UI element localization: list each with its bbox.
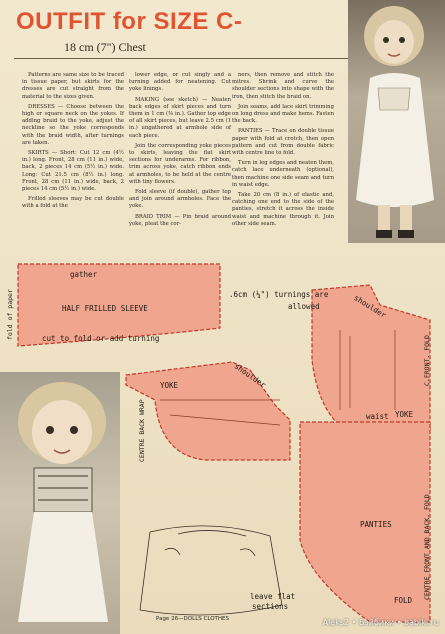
panties-title: PANTIES [360, 520, 392, 529]
page-subtitle: 18 cm (7") Chest [64, 40, 146, 54]
turnings-note-line1: .6cm (¼") turnings are [229, 290, 329, 299]
watermark: Aleks2 • Бэйбики • babiki.ru [322, 618, 439, 627]
paragraph-elastic: Take 20 cm (8 in.) of elastic and, catching one end to the side of the panties, stretch it across the inside waist and machine through it. Join other side seam. [232, 192, 334, 227]
yoke-front-shoulder: shoulder [352, 293, 388, 320]
yoke-back-title: YOKE [160, 381, 179, 390]
doll-photo-left [0, 372, 120, 634]
panties-side-label: CENTRE FRONT AND BACK. FOLD [423, 494, 431, 600]
paragraph-braid-cont: ners, then remove and stitch the mitres. Shrink and curve the shoulder sections into shape with the iron, then stitch the braid on. [232, 72, 334, 100]
sleeve-fold-note: cut to fold or add turning [42, 334, 160, 343]
paragraph-leg-edges: Turn in leg edges and neaten them, catch lace underneath (optional), then machine one side seam and turn in waist edge. [232, 160, 334, 188]
doll-illustration-left [0, 372, 120, 634]
paragraph-panties: PANTIES — Trace on double tissue paper with fold at crotch, then open pattern and cut from double fabric with centre line to fold. [232, 128, 334, 157]
paragraph-linings: lower edge, or cut singly and a turning added for neatening. Cut yoke linings. [129, 72, 231, 93]
paragraph-making: MAKING (see sketch) — Neaten back edges of skirt pieces and turn them in 1 cm (⅜ in.). Gather top edge of all skirt pieces, but leave 2.5 cm (1 in.) ungathered at armhole side of each piece. [129, 96, 231, 139]
panties-fold-label: FOLD [394, 596, 413, 605]
sketch-label-line1: leave flat [250, 592, 296, 601]
yoke-back-pattern-piece [126, 362, 290, 460]
sketch-label-line2: sections [252, 602, 289, 611]
paragraph-braid: BRAID TRIM — Pin braid around yoke, pleat the cor- [129, 213, 231, 227]
turnings-note-line2: allowed [288, 302, 320, 311]
doll-illustration-top [348, 0, 445, 243]
paragraph-fold-sleeve: Fold sleeve (if double), gather top and join around armholes. Face the yoke. [129, 189, 231, 210]
paragraph-sleeves: Frilled sleeves may be cut double with a fold at the [22, 196, 124, 210]
instructions-column-1 [22, 72, 124, 214]
page-title: OUTFIT for SIZE C- [16, 8, 243, 35]
instructions-column-2 [129, 72, 231, 231]
yoke-back-shoulder: shoulder [232, 361, 268, 390]
sleeve-side-label: fold of paper [6, 289, 14, 340]
title-rule [14, 58, 348, 59]
paragraph-seams: Join seams, add lace skirt trimming on long dress and make hems. Fasten the back. [232, 103, 334, 125]
yoke-back-side-label: CENTRE BACK WRAP [138, 399, 146, 462]
panties-waist-label: waist [366, 412, 389, 421]
paragraph-dresses: DRESSES — Choose between the high or square neck on the yokes. If adding braid to the yoke, adjust the neckline so the yoke corresponds with the braid width, after turnings are taken. [22, 103, 124, 146]
doll-photo-top [348, 0, 445, 243]
instructions-column-3 [232, 72, 334, 231]
page-footer: Page 26—DOLLS CLOTHES [156, 616, 229, 622]
paragraph-skirts: SKIRTS — Short: Cut 12 cm (4½ in.) long. Front, 28 cm (11 in.) wide, back, 2 pieces 14 cm (5½ in.) wide. Long: Cut 21.5 cm (8½ in.) long. Front, 28 cm (11 in.) wide, back, 2 pieces 14 cm (5½ in.) wide. [22, 150, 124, 193]
sleeve-title: HALF FRILLED SLEEVE [62, 304, 148, 313]
paragraph-intro: Patterns are same size to be traced in tissue paper, but skirts for the dresses are cut straight from the material to the sizes given. [22, 72, 124, 100]
yoke-front-side-label: C.FRONT. FOLD [423, 335, 431, 386]
yoke-front-title: YOKE [395, 410, 414, 419]
sleeve-gather-label: gather [70, 270, 98, 279]
paragraph-join-yoke: Join the corresponding yoke pieces to skirts, leaving the flat skirt sections for underarms. For ribbon, trim across yoke, catch ribbon ends at armholes, to be held at the centre with tiny flowers. [129, 142, 231, 185]
